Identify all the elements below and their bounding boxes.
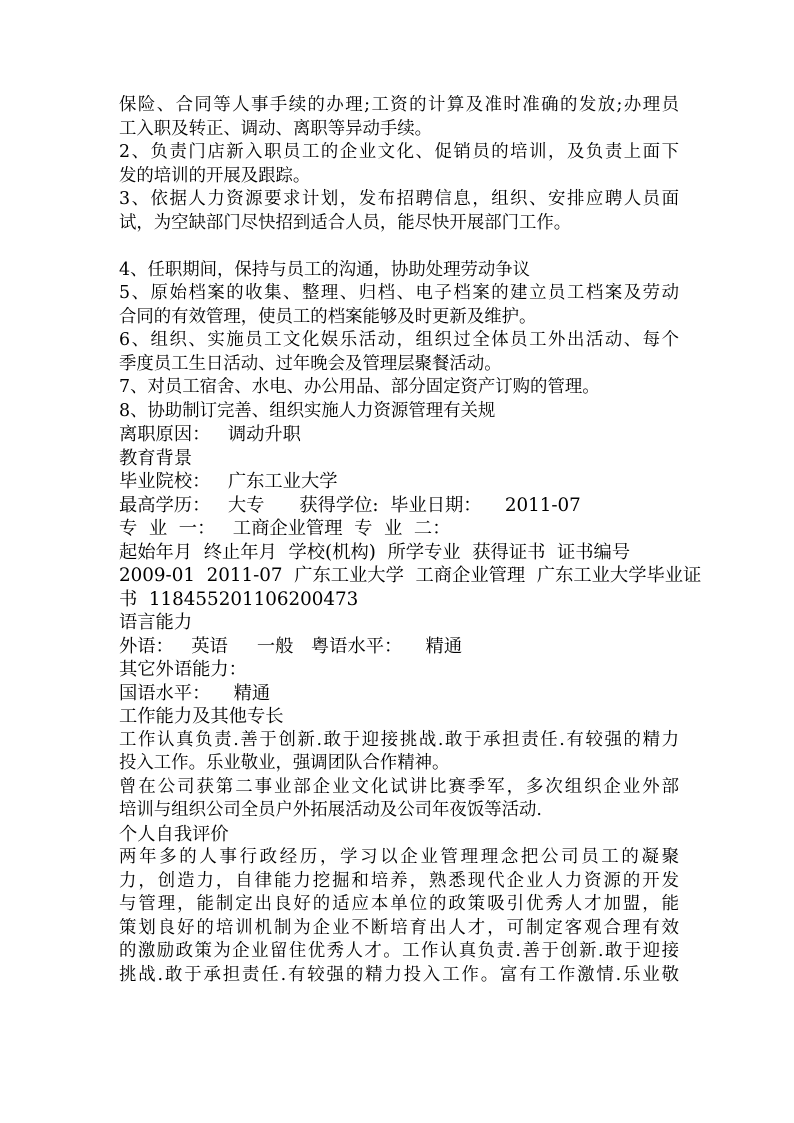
duty-line: 季度员工生日活动、过年晚会及管理层聚餐活动。 <box>119 353 502 374</box>
skills-line: 投入工作。乐业敬业，强调团队合作精神。 <box>119 753 450 773</box>
duty-line: 4、任职期间，保持与员工的沟通，协助处理劳动争议 <box>119 259 531 280</box>
duty-line: 5、原始档案的收集、整理、归档、电子档案的建立员工档案及劳动 <box>119 283 679 303</box>
skills-heading: 工作能力及其他专长 <box>119 706 284 727</box>
education-row-cont: 书 118455201106200473 <box>119 588 359 610</box>
blank-line <box>119 235 679 259</box>
education-row: 2009-01 2011-07 广东工业大学 工商企业管理 广东工业大学毕业证 <box>119 565 702 586</box>
self-eval-line: 两年多的人事行政经历，学习以企业管理理念把公司员工的凝聚 <box>119 847 679 867</box>
duty-line: 6、组织、实施员工文化娱乐活动，组织过全体员工外出活动、每个 <box>119 330 679 350</box>
duty-line: 发的培训的开展及跟踪。 <box>119 165 311 186</box>
leave-reason: 离职原因： 调动升职 <box>119 424 301 445</box>
language-heading: 语言能力 <box>119 612 193 633</box>
duty-line: 试，为空缺部门尽快招到适合人员，能尽快开展部门工作。 <box>119 212 572 233</box>
skills-line: 曾在公司获第二事业部企业文化试讲比赛季军，多次组织企业外部 <box>119 776 679 797</box>
duty-line: 3、依据人力资源要求计划，发布招聘信息，组织、安排应聘人员面 <box>119 189 679 209</box>
education-degree: 最高学历： 大专 获得学位: 毕业日期： 2011-07 <box>119 494 581 516</box>
education-major: 专 业 一： 工商企业管理 专 业 二： <box>119 518 451 539</box>
self-eval-line: 与管理，能制定出良好的适应本单位的政策吸引优秀人才加盟，能 <box>119 894 679 914</box>
language-mandarin: 国语水平： 精通 <box>119 682 271 704</box>
education-school: 毕业院校： 广东工业大学 <box>119 471 338 492</box>
self-eval-line: 策划良好的培训机制为企业不断培育出人才，可制定客观合理有效 <box>119 917 679 938</box>
duty-line: 2、负责门店新入职员工的企业文化、促销员的培训，及负责上面下 <box>119 142 679 162</box>
education-table-header: 起始年月 终止年月 学校(机构) 所学专业 获得证书 证书编号 <box>119 541 631 563</box>
skills-line: 工作认真负责.善于创新.敢于迎接挑战.敢于承担责任.有较强的精力 <box>119 729 679 750</box>
language-foreign: 外语： 英语 一般 粤语水平： 精通 <box>119 635 463 657</box>
duty-line: 7、对员工宿舍、水电、办公用品、部分固定资产订购的管理。 <box>119 377 600 397</box>
duty-line: 工入职及转正、调动、离职等异动手续。 <box>119 118 433 139</box>
self-eval-line: 挑战.敢于承担责任.有较强的精力投入工作。富有工作激情.乐业敬 <box>119 964 679 985</box>
education-heading: 教育背景 <box>119 447 193 469</box>
duty-line: 保险、合同等人事手续的办理;工资的计算及准时准确的发放;办理员 <box>119 95 679 115</box>
document-page <box>119 94 702 987</box>
duty-line: 8、协助制订完善、组织实施人力资源管理有关规 <box>119 400 496 421</box>
self-eval-line: 的激励政策为企业留住优秀人才。工作认真负责.善于创新.敢于迎接 <box>119 941 679 961</box>
language-other: 其它外语能力： <box>119 659 247 680</box>
duty-line: 合同的有效管理，使员工的档案能够及时更新及维护。 <box>119 306 537 327</box>
skills-line: 培训与组织公司全员户外拓展活动及公司年夜饭等活动. <box>119 800 542 820</box>
self-eval-heading: 个人自我评价 <box>119 823 229 845</box>
self-eval-line: 力，创造力，自律能力挖掘和培养，熟悉现代企业人力资源的开发 <box>119 870 679 891</box>
